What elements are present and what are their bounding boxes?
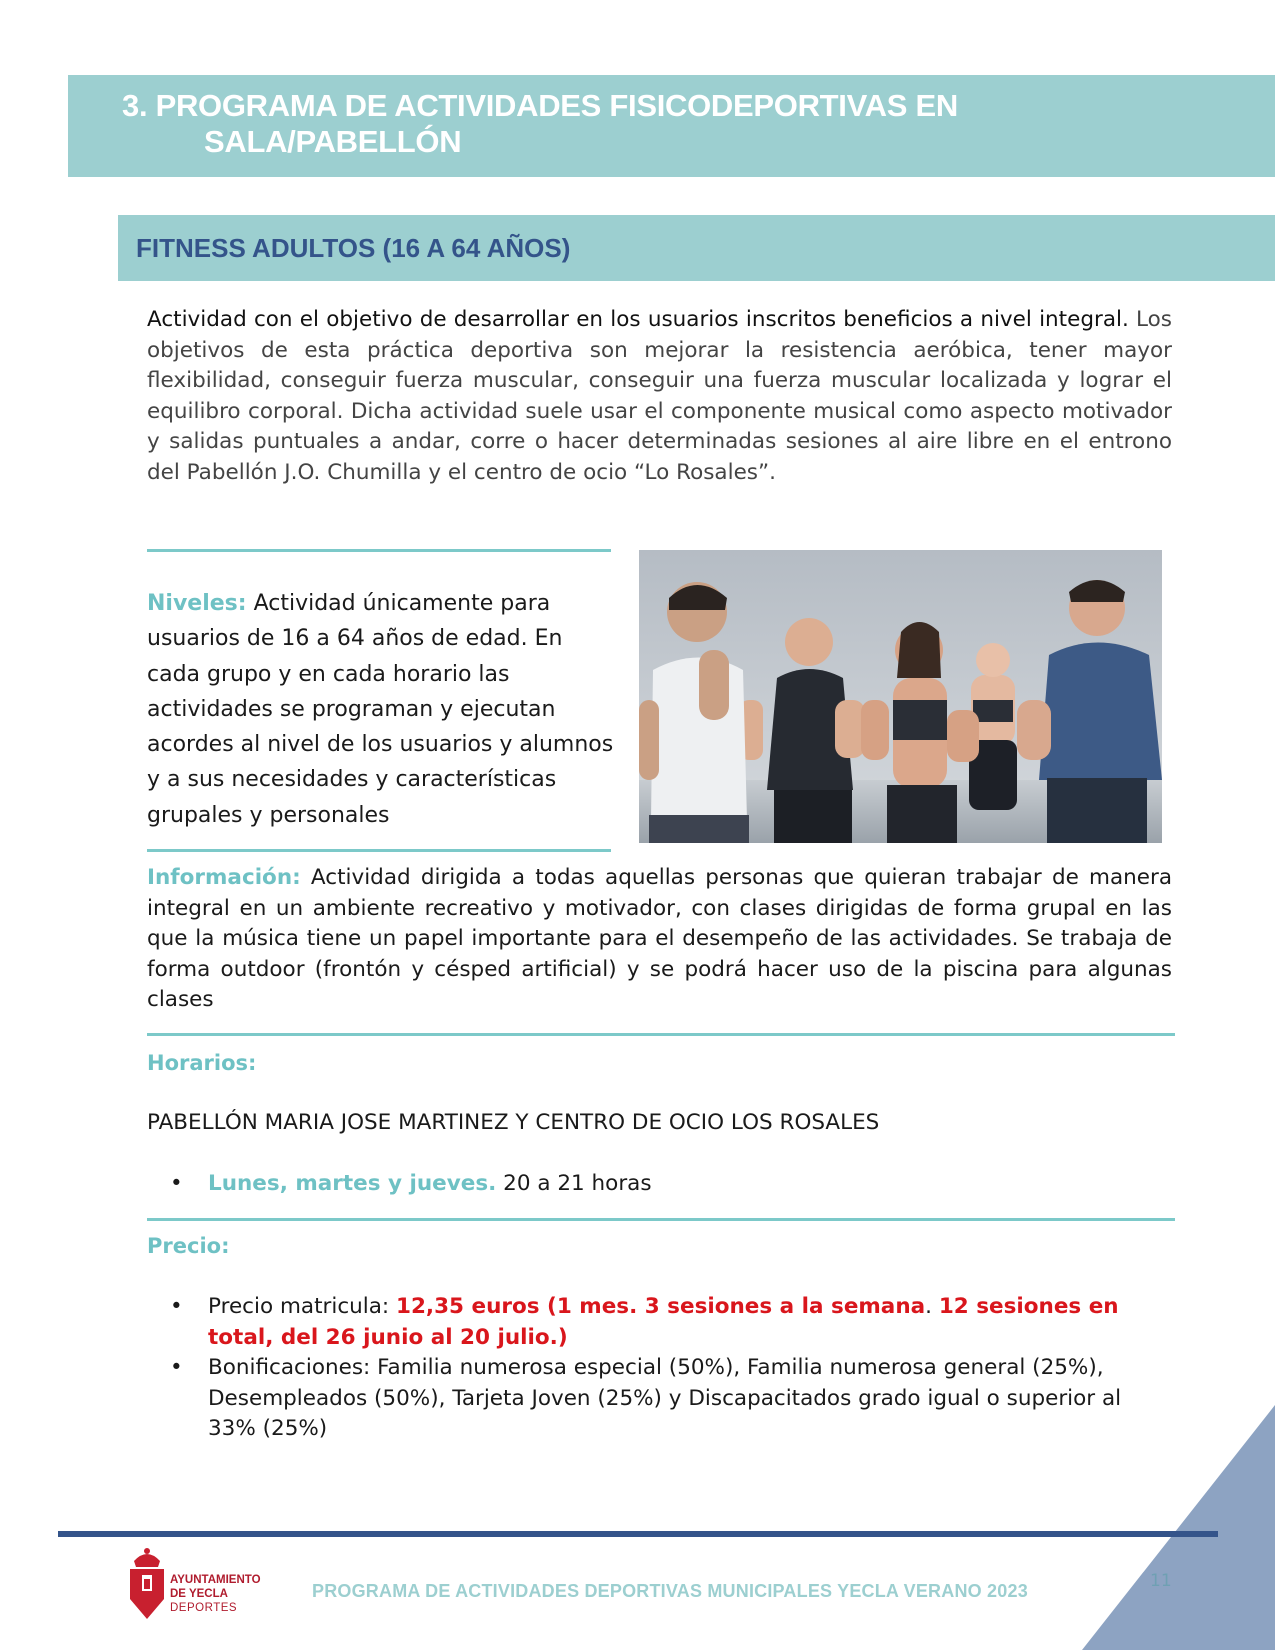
precio-matricula-label: Precio matricula: xyxy=(208,1294,396,1319)
horarios-time: 20 a 21 horas xyxy=(496,1171,652,1196)
logo-line2: DE YECLA xyxy=(170,1588,228,1600)
logo-text xyxy=(170,1573,261,1615)
horarios-venue: PABELLÓN MARIA JOSE MARTINEZ Y CENTRO DE OCIO LOS ROSALES xyxy=(147,1110,880,1135)
niveles-label: Niveles: xyxy=(147,591,247,616)
subsection-title: FITNESS ADULTOS (16 A 64 AÑOS) xyxy=(136,233,571,263)
bullet-icon: • xyxy=(170,1294,183,1319)
intro-lead: Actividad con el objetivo de desarrollar en los usuarios inscritos beneficios a nivel integral. xyxy=(147,307,1129,332)
page-number: 11 xyxy=(1150,1571,1172,1591)
coat-of-arms-icon xyxy=(122,1545,172,1625)
precio-matricula-sessions: 12 sesiones en total, del 26 junio al 20 julio.) xyxy=(208,1294,1119,1350)
footer-bar xyxy=(58,1531,1218,1537)
precio-label: Precio: xyxy=(147,1234,230,1258)
section-title-line2: SALA/PABELLÓN xyxy=(204,124,462,159)
precio-matricula-amount: 12,35 euros (1 mes. 3 sesiones a la semana xyxy=(396,1294,926,1319)
logo-line3: DEPORTES xyxy=(170,1602,238,1614)
informacion-text: Actividad dirigida a todas aquellas personas que quieran trabajar de manera integral en un ambiente recreativo y motivador, con clases dirigidas de forma grupal en las que la música tiene un papel importante para el desempeño de las actividades. Se trabaja de forma outdoor (frontón y césped artificial) y se podrá hacer uso de la piscina para algunas clases xyxy=(147,865,1172,1012)
niveles-text: Actividad únicamente para usuarios de 16 a 64 años de edad. En cada grupo y en cada horario las actividades se programan y ejecutan acordes al nivel de los usuarios y alumnos y a sus necesidades y características grupales y personales xyxy=(147,591,614,828)
horarios-label: Horarios: xyxy=(147,1051,257,1075)
precio-matricula-separator: . xyxy=(925,1294,939,1319)
informacion-label: Información: xyxy=(147,865,301,890)
section-title-line1: 3. PROGRAMA DE ACTIVIDADES FISICODEPORTIVAS EN xyxy=(122,88,958,123)
intro-rest: Los objetivos de esta práctica deportiva son mejorar la resistencia aeróbica, tener mayor flexibilidad, conseguir fuerza muscular, conseguir una fuerza muscular localizada y lograr el equilibro corporal. Dicha actividad suele usar el componente musical como aspecto motivador y salidas puntuales a andar, corre o hacer determinadas sesiones al aire libre en el entrono del Pabellón J.O. Chumilla y el centro de ocio “Lo Rosales”. xyxy=(147,307,1172,485)
bullet-icon: • xyxy=(170,1355,183,1380)
logo-line1: AYUNTAMIENTO xyxy=(170,1574,261,1586)
bullet-icon: • xyxy=(170,1171,183,1196)
precio-bonificaciones: Bonificaciones: Familia numerosa especial (50%), Familia numerosa general (25%), Desempleados (50%), Tarjeta Joven (25%) y Discapacitados grado igual o superior al 33% (25%) xyxy=(208,1355,1122,1441)
footer-text: PROGRAMA DE ACTIVIDADES DEPORTIVAS MUNICIPALES YECLA VERANO 2023 xyxy=(312,1581,1028,1601)
horarios-days: Lunes, martes y jueves. xyxy=(208,1171,497,1196)
